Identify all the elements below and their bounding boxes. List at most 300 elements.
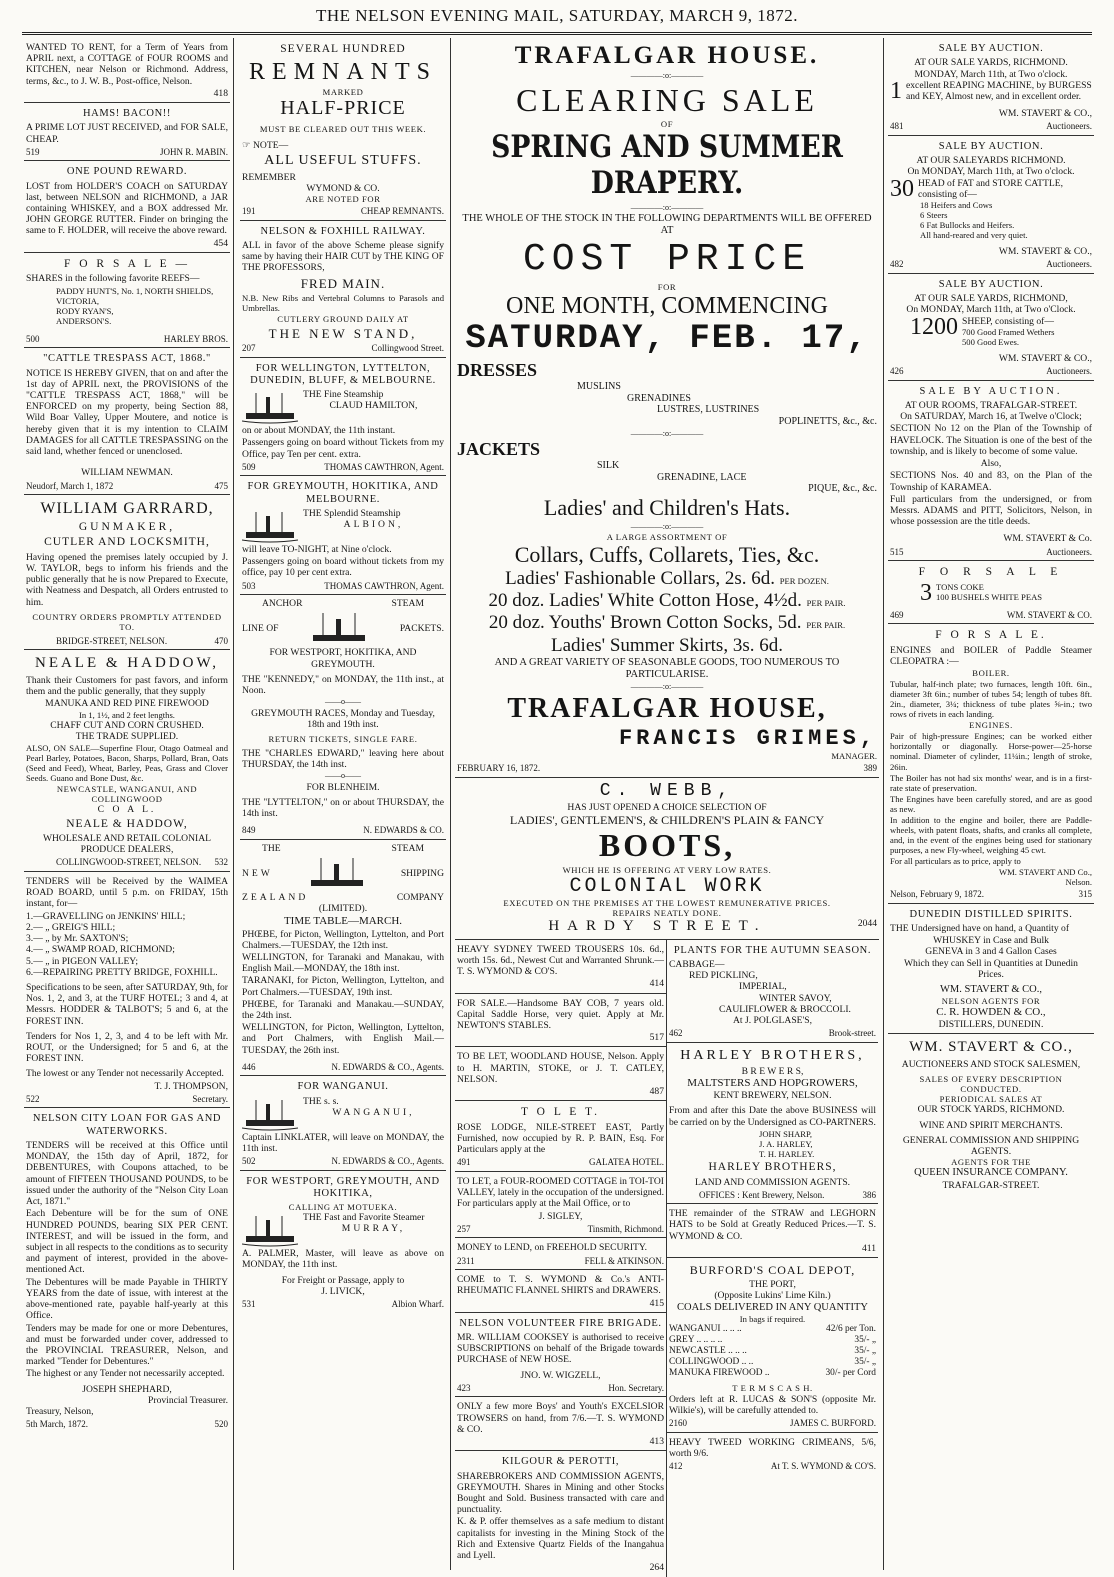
ad-heading: NELSON CITY LOAN FOR GAS AND WATERWORKS.	[32, 1113, 222, 1137]
partner-name: JOHN SHARP,	[759, 1128, 813, 1139]
ad-money-to-lend	[455, 1238, 666, 1270]
lot-quantity: 30	[890, 175, 914, 202]
ad-line: STEAM	[391, 842, 424, 854]
ad-signature: WM. STAVERT & Co.	[1003, 533, 1092, 545]
ad-address: Collingwood Street.	[371, 343, 444, 354]
ad-line: IMPERIAL,	[739, 981, 787, 993]
ad-headline: DRESSES	[457, 359, 538, 380]
price-value: 30/- per Cord	[825, 1367, 876, 1378]
ad-heading: "CATTLE TRESPASS ACT, 1868."	[43, 353, 211, 365]
ad-number: 315	[1078, 889, 1092, 900]
ad-text: NOTICE IS HEREBY GIVEN, that on and after the 1st day of APRIL next, the PROVISIONS of the "CATTLE TRESPASS ACT, 1868," will be ENFORCED on my property, being Section 88, Wild Boar Valley, Upper Moutere, and notice is hereby given that it is my intention to CLAIM DAMAGES for all CATTLE TRESPASSING on the said land, whether fenced or unenclosed.	[26, 367, 229, 458]
ad-cottage-to-let	[455, 1172, 666, 1238]
ad-text: The Engines have been carefully stored, and are as good as new.	[890, 793, 1092, 814]
ad-signature: J. SIGLEY,	[538, 1210, 583, 1222]
steamship-icon	[242, 1096, 298, 1132]
ad-line: WHICH HE IS OFFERING AT VERY LOW RATES.	[562, 864, 772, 875]
ad-signature: JOSEPH SHEPHARD,	[82, 1383, 172, 1395]
ad-text: The Boiler has not had six months' wear, and is in a first-rate state of preservation.	[890, 772, 1092, 793]
ad-line: OUR STOCK YARDS, RICHMOND.	[917, 1104, 1065, 1116]
list-item: GRENADINE, LACE	[657, 471, 747, 483]
ad-hams-bacon	[24, 103, 230, 161]
ad-line: Also,	[980, 458, 1002, 470]
ad-number: 426	[890, 366, 904, 377]
ad-line: KENT BREWERY, NELSON.	[713, 1090, 832, 1102]
ad-address: BRIDGE-STREET, NELSON.	[56, 635, 168, 646]
ad-line: CAULIFLOWER & BROCCOLI.	[719, 1003, 851, 1015]
divider: ————:o:————	[630, 521, 704, 531]
ad-headline: Collars, Cuffs, Collarets, Ties, &c.	[514, 542, 820, 568]
ad-line: AT OUR SALE YARDS, RICHMOND,	[914, 293, 1068, 305]
ad-headline: C. WEBB,	[599, 780, 735, 801]
ad-role: Nelson.	[1065, 877, 1092, 888]
ad-line: MUST BE CLEARED OUT THIS WEEK.	[259, 123, 427, 134]
ad-text: ONLY a few more Boys' and Youth's EXCELSIOR TROWSERS on hand, from 7/6.—T. S. WYMOND & CO.	[457, 1401, 664, 1435]
ad-text: TENDERS will be received at this Office until MONDAY, the 15th day of April, 1872, for DEBENTURES, with Coupons attached, to be amount of FIFTEEN THOUSAND POUNDS, to be issued under the authority of the "Nelson City Loan Act, 1871."	[26, 1140, 228, 1208]
ad-line: THE	[262, 842, 281, 854]
ad-signature: WM. STAVERT & CO.,	[998, 353, 1092, 364]
ad-autumn-plants	[667, 940, 878, 1043]
timetable-entry: PHŒBE, for Taranaki and Manakau.—SUNDAY, the 24th inst.	[242, 998, 444, 1022]
lot-quantity: 1200	[910, 313, 958, 340]
ad-heading: BURFORD'S COAL DEPOT,	[689, 1263, 856, 1278]
ad-number: 503	[242, 580, 256, 591]
ad-shares-for-sale	[24, 253, 230, 348]
masthead-rule	[22, 32, 1092, 35]
ad-line: (Opposite Lukins' Lime Kiln.)	[714, 1290, 831, 1302]
price-item: COLLINGWOOD .. ..	[669, 1356, 754, 1367]
ad-remnants	[240, 38, 446, 221]
ad-line: SHIPPING	[400, 867, 444, 879]
ad-line: COMPANY	[396, 892, 444, 904]
ad-signature: J. LIVICK,	[321, 1285, 365, 1297]
ad-heading: SALE BY AUCTION.	[938, 43, 1044, 54]
steamship-icon	[307, 854, 367, 892]
ad-number: 532	[214, 857, 228, 868]
ad-text: A. PALMER, Master, will leave as above on MONDAY, the 11th inst.	[242, 1248, 444, 1271]
ad-woodland-house	[455, 1047, 666, 1101]
divider: ————:o:————	[630, 428, 704, 438]
ad-heading: F O R S A L E	[918, 566, 1064, 579]
ad-for-wellington	[240, 358, 446, 477]
ad-line: SEVERAL HUNDRED	[280, 43, 406, 55]
ad-coke-peas	[888, 561, 1094, 624]
ad-line: THE NEW STAND,	[268, 325, 418, 341]
ad-text: MR. WILLIAM COOKSEY is authorised to receive SUBSCRIPTIONS on behalf of the Brigade towards PURCHASE of NEW HOSE.	[457, 1332, 664, 1366]
ad-text: Passengers going on board without tickets from my office, pay 10 per cent extra.	[242, 556, 444, 579]
column-2	[240, 38, 446, 1313]
ad-name: FRED MAIN.	[300, 275, 386, 291]
ad-nz-shipping-company	[240, 840, 446, 1076]
ad-line: RED PICKLING,	[689, 970, 758, 982]
price-value: 35/- „	[854, 1334, 876, 1345]
ad-headline: Ladies' Fashionable Collars, 2s. 6d.	[505, 568, 775, 590]
ad-line: THE WHOLE OF THE STOCK IN THE FOLLOWING DEPARTMENTS WILL BE OFFERED AT	[462, 212, 872, 237]
ad-text: Full particulars from the undersigned, or from Messrs. ADAMS and PITT, Solicitors, Nelson, in whose possession are the title deeds.	[890, 493, 1092, 528]
ad-line: C O A L.	[97, 804, 157, 816]
ad-role: Provincial Treasurer.	[148, 1394, 228, 1406]
ad-straw-hats	[667, 1204, 878, 1258]
ad-line: WYMOND & CO.	[306, 182, 380, 194]
ad-line: AND A GREAT VARIETY OF SEASONABLE GOODS, TOO NUMEROUS TO PARTICULARISE.	[494, 656, 840, 681]
steamship-icon	[242, 508, 298, 544]
ad-heading: WM. STAVERT & CO.,	[909, 1039, 1073, 1056]
ad-line: A LARGE ASSORTMENT OF	[606, 532, 728, 543]
price-unit: PER PAIR.	[806, 620, 846, 631]
ad-role: Hon. Secretary.	[608, 1382, 664, 1393]
ad-line: On SATURDAY, March 16, at Twelve o'Clock;	[900, 411, 1082, 423]
ad-text: THE Undersigned have on hand, a Quantity of	[890, 922, 1070, 934]
divider: ——o——	[325, 771, 361, 781]
price-row	[669, 1335, 876, 1346]
ad-text: HEAVY SYDNEY TWEED TROUSERS 10s. 6d., worth 15s. 6d., Newest Cut and Warranted Shrunk.—T. S. WYMOND & CO'S.	[457, 943, 664, 978]
ad-stavert-company	[888, 1034, 1094, 1193]
ad-line: FOR	[657, 282, 677, 292]
ad-line: CHAFF CUT AND CORN CRUSHED.	[50, 719, 204, 731]
ad-line: CALLING AT MOTUEKA.	[288, 1202, 398, 1213]
partner-name: T. H. HARLEY.	[759, 1149, 815, 1159]
ad-text: TENDERS will be Received by the WAIMEA ROAD BOARD, until 5 p.m. on FRIDAY, 15th instant, for—	[26, 875, 228, 910]
ad-role: Secretary.	[192, 1093, 228, 1104]
ad-text: Specifications to be seen, after SATURDAY, 9th, for Nos. 1, 2, and 3, at the TURF HOTEL; 3 and 4, at Messrs. HODDER & TALBOT'S; 5 and 6, at the FOREST INN.	[26, 981, 228, 1027]
ad-heading: HARLEY BROTHERS,	[708, 1161, 837, 1174]
ad-burford-coal	[667, 1258, 878, 1433]
tender-item: 4.— „ SWAMP ROAD, RICHMOND;	[26, 944, 175, 956]
ad-for-wanganui	[240, 1076, 446, 1170]
ad-signature: JNO. W. WIGZELL,	[520, 1369, 601, 1381]
ad-line: LAND AND COMMISSION AGENTS.	[694, 1176, 851, 1188]
ad-excelsior-trowsers	[455, 1397, 666, 1451]
ad-number: 481	[890, 121, 904, 132]
list-item: MUSLINS	[577, 380, 621, 392]
ad-line: THE Fast and Favorite Steamer	[303, 1212, 425, 1224]
ad-number: 487	[649, 1086, 664, 1098]
ad-line: GENEVA in 3 and 4 Gallon Cases	[925, 946, 1057, 958]
ad-text: THE "CHARLES EDWARD," leaving here about THURSDAY, the 14th inst.	[242, 748, 444, 771]
list-item: GRENADINES	[627, 392, 691, 404]
ad-text: The lowest or any Tender not necessarily Accepted.	[26, 1068, 224, 1080]
ad-line: THE s. s.	[303, 1095, 339, 1107]
ad-number: 517	[649, 1032, 664, 1044]
pointing-hand-icon: ☞	[242, 140, 253, 152]
ad-line: EXECUTED ON THE PREMISES AT THE LOWEST REMUNERATIVE PRICES.	[503, 898, 831, 909]
ad-headline: REMNANTS	[248, 59, 437, 86]
ad-role: Auctioneers.	[1046, 121, 1092, 132]
ad-line: COUNTRY ORDERS PROMPTLY ATTENDED TO.	[32, 611, 222, 632]
ad-line: CUTLERY GROUND DAILY AT	[277, 313, 409, 324]
ad-number: 519	[26, 146, 40, 157]
ad-line: BOILER.	[972, 668, 1010, 679]
price-value: 42/6 per Ton.	[826, 1323, 876, 1334]
ad-signature: JAMES C. BURFORD.	[789, 1418, 876, 1429]
ad-line: In bags if required.	[739, 1313, 806, 1324]
price-item: GREY .. .. .. ..	[669, 1334, 723, 1345]
ad-date: FEBRUARY 16, 1872.	[457, 763, 541, 774]
ad-signature: N. EDWARDS & CO., Agents.	[331, 1061, 444, 1072]
price-value: 35/- „	[854, 1356, 876, 1367]
ad-line: PERIODICAL SALES AT	[939, 1094, 1043, 1105]
ad-heading: DUNEDIN DISTILLED SPIRITS.	[909, 908, 1073, 920]
ad-line: on or about MONDAY, the 11th instant.	[242, 425, 396, 437]
ad-line: WHUSKEY in Case and Bulk	[933, 935, 1049, 947]
ad-line: MURRAY,	[341, 1223, 406, 1235]
list-item: LUSTRES, LUSTRINES	[657, 404, 760, 416]
ad-number: 423	[457, 1382, 471, 1393]
list-item: PIQUE, &c., &c.	[808, 483, 877, 495]
ad-number: 446	[242, 1061, 256, 1072]
ad-line: ARE NOTED FOR	[305, 194, 381, 205]
partner-name: J. A. HARLEY,	[759, 1138, 813, 1149]
ad-william-garrard	[24, 495, 230, 650]
ad-heading: NELSON VOLUNTEER FIRE BRIGADE.	[459, 1317, 662, 1329]
ad-heading: SALE BY AUCTION.	[919, 385, 1063, 397]
ad-line: GENERAL COMMISSION AND SHIPPING AGENTS.	[902, 1134, 1080, 1157]
ad-text: ALSO, ON SALE—Superfine Flour, Otago Oatmeal and Pearl Barley, Potatoes, Bacon, Sharps, Pollard, Bran, Oats (Seed and Feed), Wheat, Barley, Peas, Grass and Clover Seeds. Guano and Bone Dust, &c.	[26, 743, 228, 784]
ad-line: WINTER SAVOY,	[759, 992, 832, 1004]
ad-line: THE Splendid Steamship	[303, 507, 401, 519]
ad-subheading: GUNMAKER,	[78, 520, 176, 533]
ad-auction-sections	[888, 381, 1094, 561]
column-rule	[883, 38, 884, 1570]
ad-anchor-line	[240, 595, 446, 840]
ad-harley-brothers	[667, 1043, 878, 1204]
ad-line: In 1, 1½, and 2 feet lengths.	[79, 709, 175, 720]
ad-place: Neudorf, March 1, 1872	[26, 480, 114, 491]
ad-line: TRAFALGAR-STREET.	[942, 1179, 1040, 1191]
divider: ————:o:————	[630, 682, 704, 692]
ad-line: NOTE—	[253, 140, 289, 152]
ad-number: 522	[26, 1093, 40, 1104]
ad-number: 462	[669, 1028, 683, 1039]
ad-text: HEAVY TWEED WORKING CRIMEANS, 5/6, worth 9/6.	[669, 1436, 876, 1460]
ad-trafalgar-house	[455, 38, 879, 778]
ad-text: SECTIONS Nos. 40 and 83, on the Plan of the Township of KARAMEA.	[890, 470, 1092, 493]
ad-subheading: CUTLER AND LOCKSMITH,	[44, 536, 210, 549]
ad-line: WANGANUI,	[332, 1106, 415, 1118]
ad-line: SALES OF EVERY DESCRIPTION CONDUCTED.	[919, 1074, 1063, 1095]
ad-line: B R E W E R S,	[741, 1066, 804, 1078]
ad-cattle-trespass	[24, 348, 230, 495]
ad-text: COME to T. S. WYMOND & Co.'s ANTI-RHEUMATIC FLANNEL SHIRTS and DRAWERS.	[457, 1274, 664, 1297]
ad-line: RETURN TICKETS, SINGLE FARE.	[268, 733, 418, 744]
list-item: POPLINETTS, &c., &c.	[778, 416, 877, 427]
ad-number: 411	[861, 1242, 876, 1254]
reef-item: VICTORIA,	[56, 295, 100, 306]
ad-line: MANUKA AND RED PINE FIREWOOD	[45, 698, 209, 710]
ad-text: TO LET, a FOUR-ROOMED COTTAGE in TOI-TOI VALLEY, lately in the occupation of the undersigned. For particulars apply at the Mail Office, or to	[457, 1175, 664, 1210]
ad-engines-boiler	[888, 624, 1094, 903]
ad-heading: ONE POUND REWARD.	[66, 166, 188, 178]
ad-line: CABBAGE—	[669, 958, 725, 970]
ad-line: THE TRADE SUPPLIED.	[75, 730, 179, 742]
reef-item: ANDERSON'S.	[56, 315, 112, 326]
ad-text: SHAREBROKERS AND COMMISSION AGENTS, GREYMOUTH. Shares in Mining and other Stocks Bought and Sold. Business transacted with care and punctuality.	[457, 1470, 664, 1516]
ad-for-greymouth	[240, 476, 446, 595]
ad-number: 414	[649, 978, 664, 990]
ad-line: REPAIRS NEATLY DONE.	[612, 908, 722, 919]
price-row	[669, 1346, 876, 1357]
ad-text: The highest or any Tender not necessarily accepted.	[26, 1368, 225, 1380]
ad-one-pound-reward	[24, 161, 230, 253]
ad-headline: HALF-PRICE	[280, 96, 406, 119]
ad-line: THE Fine Steamship	[303, 389, 384, 401]
ad-number: 531	[242, 1299, 256, 1310]
ad-text: THE "KENNEDY," on MONDAY, the 11th inst., at Noon.	[242, 673, 444, 696]
ad-line: GALATEA HOTEL.	[589, 1157, 664, 1168]
ad-line: FOR BLENHEIM.	[306, 781, 380, 793]
ad-number: 509	[242, 461, 256, 472]
ad-line: AGENTS FOR THE	[951, 1157, 1031, 1168]
ad-place: Nelson, February 9, 1872.	[890, 889, 984, 900]
column-3	[455, 38, 879, 1577]
ad-text: THE "LYTTELTON," on or about THURSDAY, the 14th inst.	[242, 797, 444, 820]
ad-neale-haddow	[24, 650, 230, 872]
ad-line: REMEMBER	[242, 171, 296, 183]
ad-line: STEAM	[391, 598, 424, 610]
ad-headline: TRAFALGAR HOUSE.	[514, 42, 820, 69]
ad-headline: ONE MONTH, COMMENCING	[506, 293, 828, 320]
lot-item: 100 BUSHELS WHITE PEAS	[936, 591, 1043, 602]
ad-text: SHEEP, consisting of—	[962, 315, 1054, 327]
ad-line: LINE OF	[242, 622, 279, 634]
ad-text: ROSE LODGE, NILE-STREET EAST, Partly Furnished, now occupied by R. P. BAIN, Esq. For Particulars apply at the	[457, 1121, 664, 1156]
ad-signature: N. EDWARDS & CO., Agents.	[331, 1156, 444, 1167]
ad-line: MONDAY, March 11th, at Two o'clock.	[914, 68, 1068, 80]
ad-headline: Ladies' Summer Skirts, 3s. 6d.	[551, 634, 783, 656]
ad-text: Pair of high-pressure Engines; can be worked either horizontally or diagonally. Horse-power—25-horse nominal. Diameter of cylinder, 11¼in.; length of stroke, 26in.	[890, 731, 1092, 772]
ad-for-westport	[240, 1171, 446, 1313]
ad-heading: FOR GREYMOUTH, HOKITIKA, AND MELBOURNE.	[247, 481, 439, 505]
ad-c-webb	[455, 778, 879, 940]
ad-address: Albion Wharf.	[391, 1299, 444, 1310]
price-row	[669, 1368, 876, 1379]
lot-item: TONS COKE	[936, 581, 984, 592]
ad-line: MANAGER.	[831, 751, 877, 762]
ad-line: will leave TO-NIGHT, at Nine o'clock.	[242, 543, 392, 555]
divider: ————:o:————	[630, 71, 704, 81]
ad-heading: KILGOUR & PEROTTI,	[501, 1456, 620, 1468]
ad-text: K. & P. offer themselves as a safe medium to distant capitalists for investing in the Mining Stock of the Rich and Extensive Quartz Fields of the Inangahua and Lyell.	[457, 1516, 664, 1562]
ad-number: 2160	[669, 1418, 687, 1429]
ad-foxhill-railway	[240, 221, 446, 358]
ad-headline: COST PRICE	[522, 237, 812, 281]
ad-signature: WM. STAVERT & CO.,	[998, 246, 1092, 258]
divider: ——o——	[325, 697, 361, 707]
ad-line: At J. POLGLASE'S,	[732, 1015, 813, 1027]
ad-signature: WM. STAVERT AND Co.,	[998, 867, 1092, 877]
ad-text: For all particulars as to price, apply to	[890, 855, 1021, 866]
column-3-right	[667, 940, 878, 1577]
ad-heading: NELSON & FOXHILL RAILWAY.	[260, 225, 426, 237]
ad-heading: SALE BY AUCTION.	[938, 140, 1044, 152]
ad-number: 415	[649, 1297, 664, 1309]
ad-headline: BOOTS,	[598, 827, 736, 864]
ad-line: LADIES', GENTLEMEN'S, & CHILDREN'S PLAIN & FANCY	[509, 813, 825, 828]
ad-signature: HARLEY BROS.	[163, 333, 228, 344]
ad-headline: FRANCIS GRIMES,	[618, 725, 877, 751]
ad-headline: 20 doz. Youths' Brown Cotton Socks, 5d.	[488, 612, 802, 634]
ad-text: HEAD of FAT and STORE CATTLE, consisting of—	[918, 177, 1063, 200]
ad-heading: HARLEY BROTHERS,	[680, 1047, 865, 1063]
steamship-icon	[309, 609, 369, 647]
price-value: 35/- „	[854, 1345, 876, 1356]
lot-item: 700 Good Framed Wethers	[962, 326, 1055, 337]
ad-number: 412	[669, 1461, 683, 1472]
ad-line: AUCTIONEERS AND STOCK SALESMEN,	[901, 1058, 1081, 1070]
steamship-icon	[242, 1212, 298, 1248]
ad-line: Which they can Sell in Quantities at Dunedin Prices.	[904, 957, 1078, 980]
ad-heading: FOR WANGANUI.	[297, 1081, 389, 1093]
ad-line: ALBION,	[343, 519, 404, 531]
ad-wanted-to-rent	[24, 38, 230, 103]
price-item: WANGANUI .. .. ..	[669, 1323, 742, 1334]
lot-quantity: 3	[920, 579, 932, 606]
ad-line: ANCHOR	[262, 598, 303, 610]
column-1	[24, 38, 230, 1433]
lot-item: 500 Good Ewes.	[962, 336, 1020, 347]
ad-text: excellent REAPING MACHINE, by BURGESS and KEY, Almost new, and in excellent order.	[906, 79, 1092, 102]
reef-item: PADDY HUNT'S, No. 1, NORTH SHIELDS,	[56, 285, 214, 296]
ad-heading: HAMS! BACON!!	[82, 108, 171, 120]
ad-number: 2044	[857, 918, 877, 930]
ad-line: NEW	[242, 867, 273, 879]
ad-number: 418	[213, 87, 228, 99]
ad-bay-cob	[455, 994, 666, 1048]
ad-signature: T. J. THOMPSON,	[154, 1080, 228, 1092]
ad-headline: SPRING AND SUMMER DRAPERY.	[491, 129, 843, 202]
ad-heading: FOR WESTPORT, GREYMOUTH, AND HOKITIKA,	[246, 1175, 440, 1199]
ad-number: 2311	[457, 1255, 475, 1266]
lot-item: All hand-reared and very quiet.	[920, 230, 1028, 241]
ad-line: For Freight or Passage, apply to	[281, 1274, 405, 1286]
ad-headline: JACKETS	[457, 439, 541, 460]
column-3-left	[455, 940, 667, 1577]
ad-line: ZEALAND	[242, 892, 309, 904]
ad-text: ALL in favor of the above Scheme please signify same by having their HAIR CUT by THE KING OF THE PROFESSORS,	[242, 239, 444, 274]
ad-tweed-trousers	[455, 940, 666, 994]
ad-waimea-road-board	[24, 872, 230, 1108]
ad-text: Tenders for Nos 1, 2, 3, and 4 to be left with Mr. ROUT, or the Undersigned; for 5 and 6, at the FOREST INN.	[26, 1030, 228, 1065]
ad-heading: NEALE & HADDOW,	[34, 655, 219, 672]
timetable-entry: TARANAKI, for Picton, Wellington, Lyttelton, and Port Chalmers.—TUESDAY, 19th inst.	[242, 975, 444, 998]
divider: ————:o:————	[630, 202, 704, 212]
ad-text: A PRIME LOT JUST RECEIVED, and FOR SALE, CHEAP.	[26, 122, 228, 145]
ad-text: Each Debenture will be for the sum of ONE HUNDRED POUNDS, bearing SIX PER CENT. INTEREST, and will be issued in the form, and subject in all respects to the conditions as to security and payment of interest, provided in the above-mentioned Act.	[26, 1208, 228, 1276]
ad-number: 454	[213, 237, 228, 249]
ad-role: Auctioneers.	[1046, 546, 1092, 557]
ad-line: AT OUR SALE YARDS, RICHMOND.	[914, 57, 1068, 69]
tender-item: 1.—GRAVELLING on JENKINS' HILL;	[26, 910, 186, 922]
ad-signature: FELL & ATKINSON.	[584, 1255, 664, 1266]
ad-number: 515	[890, 546, 904, 557]
list-item: SILK	[597, 460, 620, 472]
ad-line: AT OUR ROOMS, TRAFALGAR-STREET.	[904, 400, 1078, 412]
ad-signature: N. EDWARDS & CO.	[363, 825, 444, 836]
tender-item: 6.—REPAIRING PRETTY BRIDGE, FOXHILL.	[26, 966, 218, 978]
price-unit: PER DOZEN.	[779, 576, 829, 587]
tender-item: 2.— „ GREIG'S HILL;	[26, 921, 116, 933]
ad-nelson-city-loan	[24, 1108, 230, 1432]
ad-line: FOR WESTPORT, HOKITIKA, AND GREYMOUTH.	[269, 647, 417, 670]
ad-text: In addition to the engine and boiler, there are Paddle-wheels, with patent floats, shafts, and cranks all complete, and, in the event of the engines being used for stationary purposes, a new Fly-wheel, weighing 45 cwt.	[890, 814, 1092, 855]
ad-address: COLLINGWOOD-STREET, NELSON.	[56, 857, 202, 868]
ad-number: 469	[890, 609, 904, 620]
ad-number: 207	[242, 343, 256, 354]
ad-signature: WM. STAVERT & CO.	[1006, 609, 1092, 620]
ad-kilgour-perotti	[455, 1451, 666, 1576]
ad-number: 849	[242, 825, 256, 836]
ad-headline: COLONIAL WORK	[569, 874, 765, 898]
